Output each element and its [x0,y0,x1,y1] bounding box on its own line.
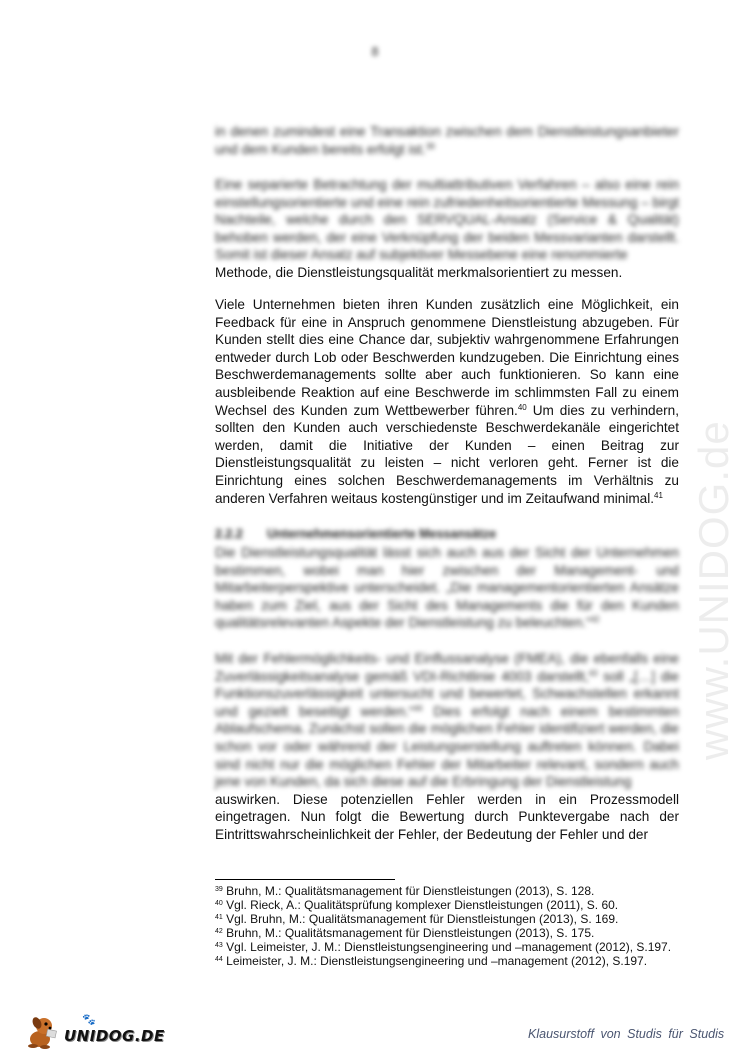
footer-tagline: Klausurstoff von Studis für Studis [528,1027,725,1041]
paragraph-text: Viele Unternehmen bieten ihren Kunden zusätzlich eine Möglichkeit, ein Feedback für eine in Anspruch genommene Dienstleistung abzugeben. Für Kunden stellt dies eine Chance dar, subjektiv wahrgenommene Erfahrungen entweder durch Lob oder Beschwerden kundzugeben. Die Einrichtung eines Beschwerdemanagements sollte aber auch funktionieren. So kann eine ausbleibende Reaktion auf eine Beschwerde im schlimmsten Fall zu einem Wechsel des Kunden zum Wettbewerber führen. [215,297,679,418]
footnote-ref[interactable]: 41 [654,490,663,500]
paragraph-text: Die Dienstleistungsqualität lässt sich auch aus der Sicht der Unternehmen bestimmen, wobei man hier zwischen der Management- und Mitarbeiterperspektive unterscheidet. „Die managementorientierten Ansätze haben zum Ziel, aus der Sicht des Managements die für den Kunden qualitätsrelevanten Aspekte der Dienstleistung zu beleuchten.“ [215,545,679,631]
paw-icon: 🐾 [82,1013,97,1026]
footnote-ref[interactable]: 39 [425,141,435,151]
footnote-number: 40 [215,900,223,907]
footnote-text: Bruhn, M.: Qualitätsmanagement für Dienstleistungen (2013), S. 128. [226,884,595,898]
watermark: www.UNIDOG.de [690,420,737,760]
footnote-separator [215,879,395,880]
footnote-text: Leimeister, J. M.: Dienstleistungsengineering und –management (2012), S.197. [226,954,648,968]
section-number: 2.2.2 [215,527,243,541]
paragraph-text-blurred: Eine separierte Betrachtung der multiattributiven Verfahren – also eine rein einstellungsorientierte und eine rein zufriedenheitsorientierte Messung – birgt Nachteile, welche durch den SERVQUAL-Ansatz (Service & Qualität) behoben werden, der eine Verknüpfung der beiden Messvarianten darstellt. Somit ist dieser Ansatz auf subjektiver Messebene eine renommierte [215,177,679,263]
paragraph-continued [215,123,679,158]
logo-label: UNIDOG.DE [64,1027,165,1045]
paragraph-text: in denen zumindest eine Transaktion zwischen dem Dienstleistungsanbieter und dem Kunden bereits erfolgt ist. [215,124,679,157]
footnote-number: 43 [215,942,223,949]
paragraph-text: soll „[…] die Funktionszuverlässigkeit untersucht und bewertet, Schwachstellen erkannt und gezielt beseitigt werden.“ [215,668,679,719]
footnote-item [215,912,685,926]
dog-mascot-icon [26,1015,58,1049]
page-number: 8 [371,44,379,59]
footnote-number: 42 [215,928,223,935]
footnote-text: Vgl. Rieck, A.: Qualitätsprüfung komplexer Dienstleistungen (2011), S. 60. [226,898,619,912]
paragraph-management [215,544,679,632]
footnote-item [215,884,685,898]
footnote-ref[interactable]: 40 [517,402,527,412]
section-title: Unternehmensorientierte Messansätze [267,527,497,541]
paragraph-fmea [215,650,679,844]
section-heading [215,527,679,541]
footnotes [215,884,685,968]
footnote-item [215,898,685,912]
footnote-item [215,954,685,968]
footnote-item [215,926,685,940]
footnote-text: Bruhn, M.: Qualitätsmanagement für Dienstleistungen (2013), S. 175. [226,926,595,940]
paragraph-feedback [215,296,679,507]
footnote-number: 39 [215,886,223,893]
logo-text [64,1013,165,1045]
footnote-ref[interactable]: 43 [588,668,598,678]
footnote-item [215,940,685,954]
paragraph-text-blurred [215,650,679,791]
paragraph-text: Methode, die Dienstleistungsqualität merkmalsorientiert zu messen. [215,264,623,280]
footnote-text: Vgl. Leimeister, J. M.: Dienstleistungsengineering und –management (2012), S.197. [226,940,672,954]
paragraph-servqual [215,176,679,282]
footnote-ref[interactable]: 42 [590,615,600,625]
footnote-number: 44 [215,956,223,963]
paragraph-text: auswirken. Diese potenziellen Fehler werden in ein Prozessmodell eingetragen. Nun folgt die Bewertung durch Punktevergabe nach der Eintrittswahrscheinlichkeit der Fehler, der Bedeutung der Fehler und der [215,791,679,842]
paragraph-text: Mit der Fehlermöglichkeits- und Einflussanalyse (FMEA), die ebenfalls eine Zuverlässigkeitsanalyse gemäß VDI-Richtlinie 4003 darstellt, [215,651,679,684]
paragraph-text: Dies erfolgt nach einem bestimmten Ablaufschema. Zunächst sollen die möglichen Fehler identifiziert werden, die schon vor oder während der Leistungserstellung auftreten können. Dabei sind nicht nur die möglichen Fehler der Mitarbeiter relevant, sondern auch jene von Kunden, da sich diese auf die Erbringung der Dienstleistung [215,703,680,790]
footnote-text: Vgl. Bruhn, M.: Qualitätsmanagement für Dienstleistungen (2013), S. 169. [226,912,619,926]
footnote-ref[interactable]: 44 [413,703,423,713]
footnote-number: 41 [215,914,223,921]
unidog-logo[interactable] [26,1013,165,1049]
paragraph-text: Um dies zu verhindern, sollten den Kunden auch verschiedenste Beschwerdekanäle eingerichtet werden, damit die Initiative der Kunden – einen Beitrag zur Dienstleistungsqualität zu leisten – nicht verloren geht. Ferner ist die Einrichtung eines solchen Beschwerdemanagements im Verhältnis zu anderen Verfahren weitaus kostengünstiger und im Zeitaufwand minimal. [215,402,680,506]
